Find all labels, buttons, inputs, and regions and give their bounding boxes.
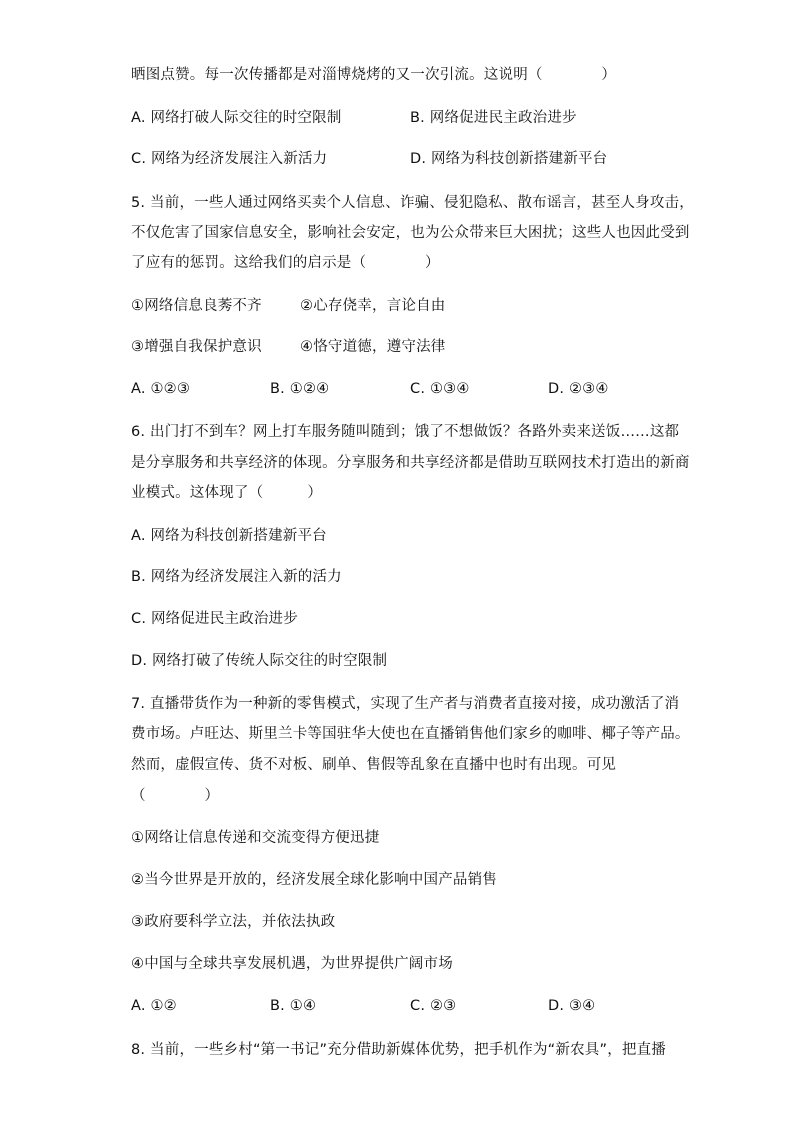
q6-stem-line-2: 是分享服务和共享经济的体现。分享服务和共享经济都是借助互联网技术打造出的新商 (131, 455, 690, 471)
q7-option-b: B. ①④ (270, 998, 317, 1014)
q6-stem-line-3: 业模式。这体现了（ ） (131, 485, 323, 501)
q5-item-3: ③增强自我保护意识 (131, 339, 262, 355)
q7-item-3: ③政府要科学立法，并依法执政 (131, 914, 336, 930)
q6-option-a: A. 网络为科技创新搭建新平台 (131, 528, 327, 544)
q7-item-1: ①网络让信息传递和交流变得方便迅捷 (131, 830, 380, 846)
q5-option-a: A. ①②③ (131, 381, 191, 397)
q5-stem-line-1: 5. 当前，一些人通过网络买卖个人信息、诈骗、侵犯隐私、散布谣言，甚至人身攻击， (131, 195, 694, 211)
q4-option-d: D. 网络为科技创新搭建新平台 (410, 151, 608, 167)
q5-option-d: D. ②③④ (548, 381, 609, 397)
q4-option-c: C. 网络为经济发展注入新活力 (131, 151, 328, 167)
q7-stem-line-4: （ ） (131, 788, 220, 804)
q7-option-a: A. ①② (131, 998, 177, 1014)
q4-stem-tail: 晒图点赞。每一次传播都是对淄博烧烤的又一次引流。这说明（ ） (131, 67, 617, 83)
q5-item-4: ④恪守道德，遵守法律 (300, 339, 446, 355)
q7-stem-line-3: 然而，虚假宣传、货不对板、刷单、售假等乱象在直播中也时有出现。可见 (131, 757, 617, 773)
q5-item-2: ②心存侥幸，言论自由 (300, 298, 446, 314)
q5-option-c: C. ①③④ (410, 381, 470, 397)
q7-stem-line-1: 7. 直播带货作为一种新的零售模式，实现了生产者与消费者直接对接，成功激活了消 (131, 696, 680, 712)
q7-stem-line-2: 费市场。卢旺达、斯里兰卡等国驻华大使也在直播销售他们家乡的咖啡、椰子等产品。 (131, 726, 690, 742)
q7-item-2: ②当今世界是开放的，经济发展全球化影响中国产品销售 (131, 872, 497, 888)
q4-option-a: A. 网络打破人际交往的时空限制 (131, 110, 342, 126)
q6-option-c: C. 网络促进民主政治进步 (131, 611, 298, 627)
q7-option-c: C. ②③ (410, 998, 457, 1014)
q5-stem-line-3: 了应有的惩罚。这给我们的启示是（ ） (131, 255, 440, 271)
q5-item-1: ①网络信息良莠不齐 (131, 298, 262, 314)
q8-stem-line-1: 8. 当前，一些乡村“第一书记”充分借助新媒体优势，把手机作为“新农具”，把直播 (131, 1042, 666, 1058)
q6-option-b: B. 网络为经济发展注入新的活力 (131, 569, 342, 585)
q6-option-d: D. 网络打破了传统人际交往的时空限制 (131, 653, 388, 669)
q7-option-d: D. ③④ (548, 998, 596, 1014)
q6-stem-line-1: 6. 出门打不到车？网上打车服务随叫随到；饿了不想做饭？各路外卖来送饭……这都 (131, 424, 680, 440)
q5-stem-line-2: 不仅危害了国家信息安全，影响社会安定，也为公众带来巨大困扰；这些人也因此受到 (131, 225, 690, 241)
q4-option-b: B. 网络促进民主政治进步 (410, 110, 577, 126)
q5-option-b: B. ①②④ (270, 381, 330, 397)
q7-item-4: ④中国与全球共享发展机遇，为世界提供广阔市场 (131, 956, 453, 972)
